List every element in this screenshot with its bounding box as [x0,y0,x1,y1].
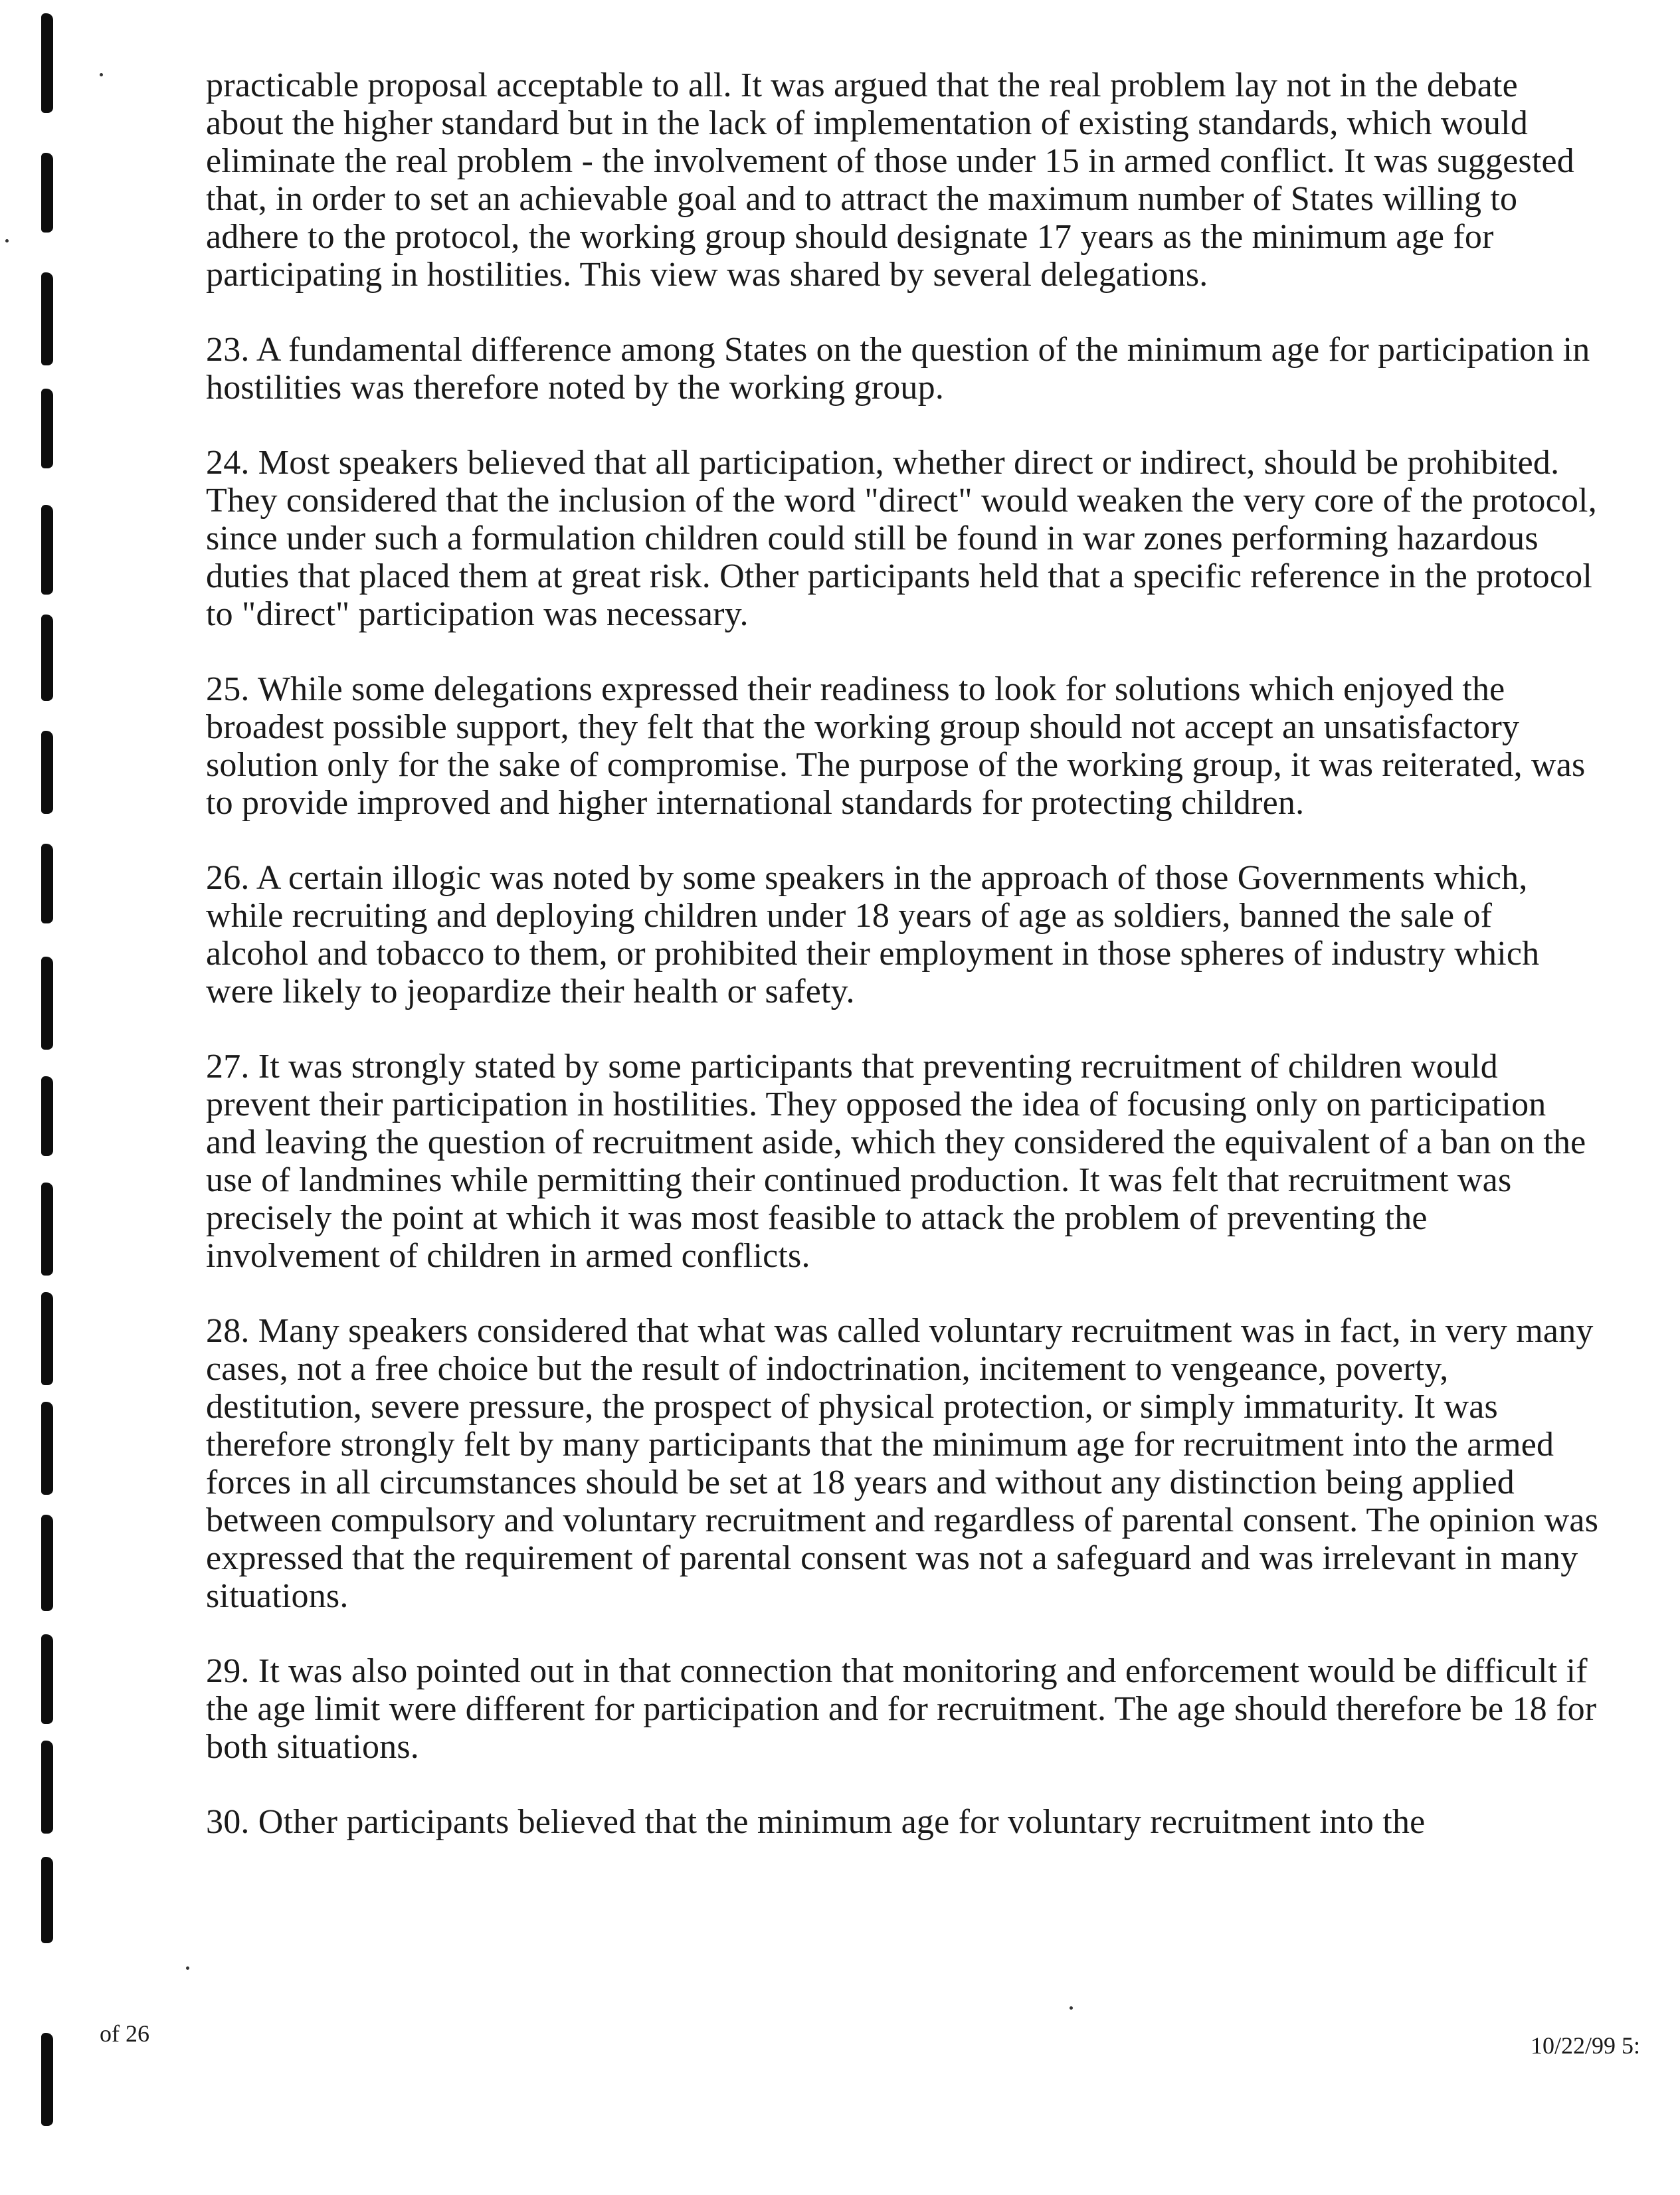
paragraph-25: 25. While some delegations expressed their readiness to look for solutions which enjoyed the broadest possible support, they felt that the working group should not accept an unsatisfactory solution only for the sake of compromise. The purpose of the working group, it was reiterated, was to provide improved and higher international standards for protecting children. [206,670,1586,822]
punch-mark [41,1741,53,1834]
paragraph-26: 26. A certain illogic was noted by some speakers in the approach of those Governments which, while recruiting and deploying children under 18 years of age as soldiers, banned the sale of alcohol and tobacco to them, or prohibited their employment in those spheres of industry which were likely to jeopardize their health or safety. [206,859,1540,1010]
punch-mark [41,1857,53,1943]
punch-mark [41,1292,53,1385]
binder-hole-marks [35,13,61,2179]
punch-mark [41,1634,53,1724]
punch-mark [41,505,53,595]
punch-mark [41,2033,53,2126]
paragraph-24: 24. Most speakers believed that all participation, whether direct or indirect, should be prohibited. They considered that the inclusion of the word "direct" would weaken the very core of the protocol, since under such a formulation children could still be found in war zones performing hazardous duties that placed them at great risk. Other participants held that a specific reference in the protocol to "direct" participation was necessary. [206,444,1597,633]
paragraph-continuation: practicable proposal acceptable to all. It was argued that the real problem lay not in the debate about the higher standard but in the lack of implementation of existing standards, which would eliminate the real problem - the involvement of those under 15 in armed conflict. It was suggested that, in order to set an achievable goal and to attract the maximum number of States willing to adhere to the protocol, the working group should designate 17 years as the minimum age for participating in hostilities. This view was shared by several delegations. [206,66,1574,294]
print-date: 10/22/99 5: [1530,2032,1640,2059]
paragraph-29: 29. It was also pointed out in that connection that monitoring and enforcement would be difficult if the age limit were different for participation and for recruitment. The age should therefore be 18 for both situations. [206,1652,1597,1766]
punch-mark [41,153,53,233]
paragraph-28: 28. Many speakers considered that what was called voluntary recruitment was in fact, in very many cases, not a free choice but the result of indoctrination, incitement to vengeance, poverty, destitution, severe pressure, the prospect of physical protection, or simply immaturity. It was therefore strongly felt by many participants that the minimum age for recruitment into the armed forces in all circumstances should be set at 18 years and without any distinction being applied between compulsory and voluntary recruitment and regardless of parental consent. The opinion was expressed that the requirement of parental consent was not a safeguard and was irrelevant in many situations. [206,1312,1599,1615]
paragraph-27: 27. It was strongly stated by some participants that preventing recruitment of children would prevent their participation in hostilities. They opposed the idea of focusing only on participation and leaving the question of recruitment aside, which they considered the equivalent of a ban on the use of landmines while permitting their continued production. It was felt that recruitment was precisely the point at which it was most feasible to attack the problem of preventing the involvement of children in armed conflicts. [206,1048,1586,1275]
punch-mark [41,844,53,923]
punch-mark [41,1515,53,1611]
punch-mark [41,957,53,1050]
punch-mark [41,13,53,113]
punch-mark [41,272,53,365]
scan-speck [186,1966,189,1970]
punch-mark [41,1183,53,1276]
scan-speck [5,239,9,242]
punch-mark [41,1076,53,1156]
paragraph-30: 30. Other participants believed that the minimum age for voluntary recruitment into the [206,1803,1426,1841]
punch-mark [41,615,53,701]
scan-speck [100,73,103,76]
paragraph-23: 23. A fundamental difference among States on the question of the minimum age for participation in hostilities was therefore noted by the working group. [206,331,1590,407]
scan-speck [1070,2006,1073,2010]
page-number: of 26 [100,2020,149,2047]
document-body [206,66,1601,1878]
punch-mark [41,389,53,468]
punch-mark [41,731,53,814]
punch-mark [41,1402,53,1495]
